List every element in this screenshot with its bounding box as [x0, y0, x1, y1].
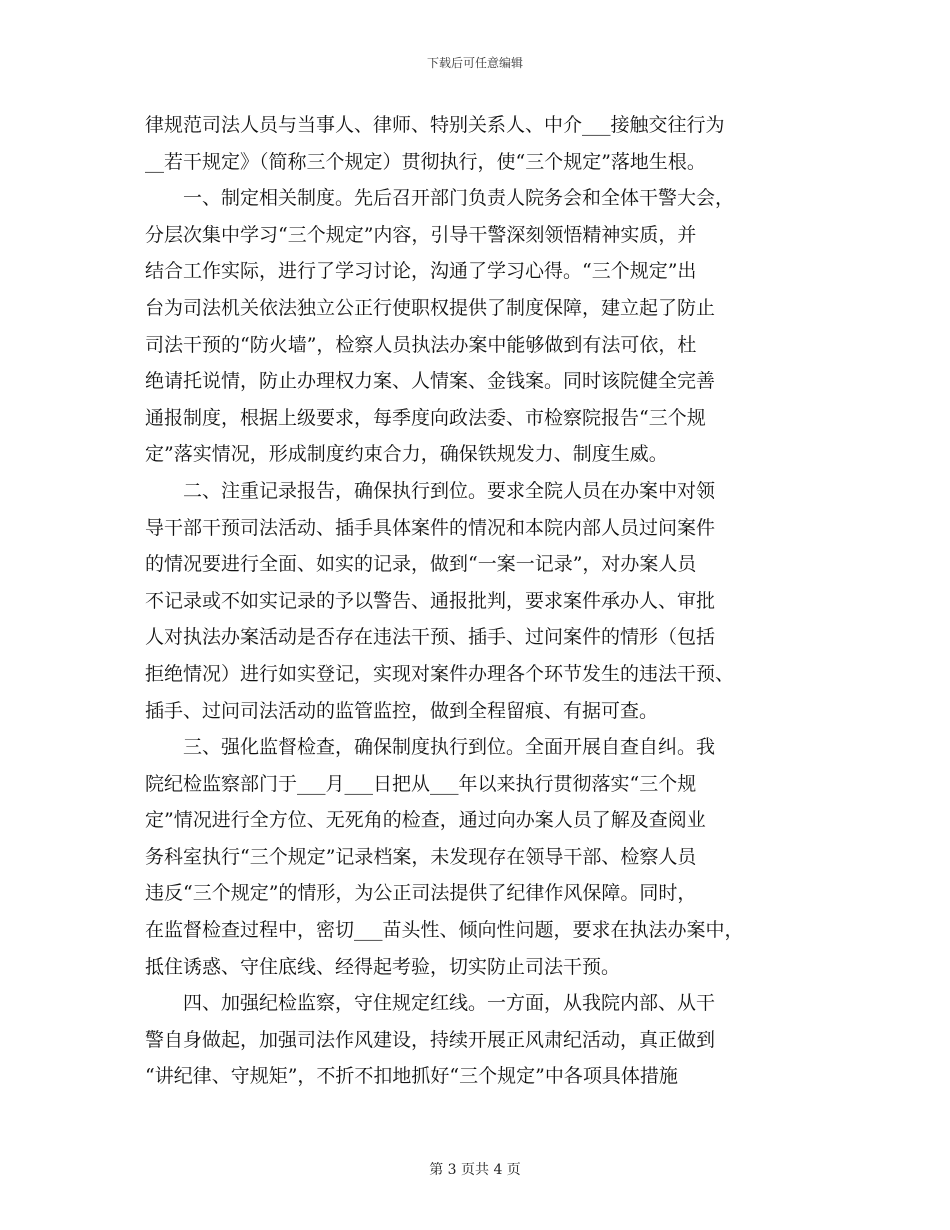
- text-line: 二、注重记录报告，确保执行到位。要求全院人员在办案中对领: [145, 479, 716, 502]
- text-line: 一、制定相关制度。先后召开部门负责人院务会和全体干警大会，: [145, 187, 735, 210]
- document-body: [145, 107, 813, 1095]
- text-line: __若干规定》（简称三个规定）贯彻执行，使“三个规定”落地生根。: [145, 150, 706, 173]
- text-line: 定”情况进行全方位、无死角的检查，通过向办案人员了解及查阅业: [145, 809, 706, 832]
- text-line: “讲纪律、守规矩”，不折不扣地抓好“三个规定”中各项具体措施: [145, 1065, 678, 1088]
- page-footer: 第 3 页共 4 页: [429, 1162, 521, 1178]
- text-line: 律规范司法人员与当事人、律师、特别关系人、中介___接触交往行为: [145, 114, 725, 136]
- text-line: 分层次集中学习“三个规定”内容，引导干警深刻领悟精神实质，并: [145, 223, 697, 246]
- text-line: 务科室执行“三个规定”记录档案，未发现存在领导干部、检察人员: [145, 845, 697, 868]
- text-line: 四、加强纪检监察，守住规定红线。一方面，从我院内部、从干: [145, 992, 716, 1015]
- text-line: 绝请托说情，防止办理权力案、人情案、金钱案。同时该院健全完善: [145, 370, 716, 393]
- text-line: 结合工作实际，进行了学习讨论，沟通了学习心得。“三个规定”出: [145, 260, 697, 283]
- text-line: 拒绝情况）进行如实登记，实现对案件办理各个环节发生的违法干预、: [145, 662, 735, 685]
- text-line: 的情况要进行全面、如实的记录，做到“一案一记录”，对办案人员: [145, 553, 697, 576]
- text-line: 抵住诱惑、守住底线、经得起考验，切实防止司法干预。: [145, 955, 621, 978]
- page-header: 下载后可任意编辑: [426, 56, 523, 70]
- text-line: 导干部干预司法活动、插手具体案件的情况和本院内部人员过问案件: [145, 516, 716, 539]
- text-line: 在监督检查过程中，密切___苗头性、倾向性问题，要求在执法办案中，: [145, 919, 744, 942]
- text-line: 人对执法办案活动是否存在违法干预、插手、过问案件的情形（包括: [145, 626, 716, 649]
- text-line: 警自身做起，加强司法作风建设，持续开展正风肃纪活动，真正做到: [145, 1028, 716, 1051]
- text-line: 台为司法机关依法独立公正行使职权提供了制度保障，建立起了防止: [145, 296, 716, 319]
- text-line: 不记录或不如实记录的予以警告、通报批判，要求案件承办人、审批: [145, 589, 716, 612]
- text-line: 定”落实情况，形成制度约束合力，确保铁规发力、制度生威。: [145, 443, 668, 466]
- text-line: 司法干预的“防火墙”，检察人员执法办案中能够做到有法可依，杜: [145, 333, 697, 356]
- text-line: 通报制度，根据上级要求，每季度向政法委、市检察院报告“三个规: [145, 406, 706, 429]
- text-line: 插手、过问司法活动的监管监控，做到全程留痕、有据可查。: [145, 699, 659, 722]
- text-line: 违反“三个规定”的情形，为公正司法提供了纪律作风保障。同时，: [145, 882, 697, 905]
- text-line: 院纪检监察部门于___月___日把从___年以来执行贯彻落实“三个规: [145, 772, 697, 795]
- text-line: 三、强化监督检查，确保制度执行到位。全面开展自查自纠。我: [145, 736, 716, 759]
